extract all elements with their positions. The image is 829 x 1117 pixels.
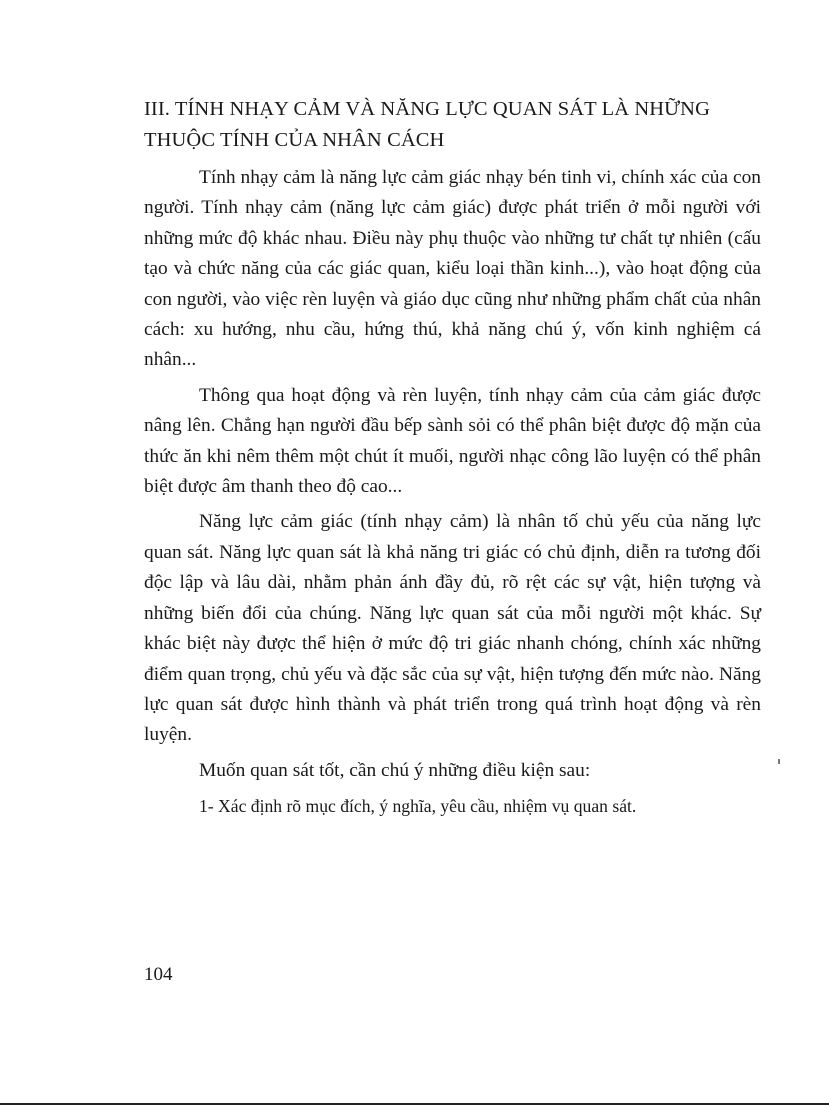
section-heading-line-2: THUỘC TÍNH CỦA NHÂN CÁCH — [144, 129, 445, 151]
body-text — [144, 163, 761, 826]
section-heading — [144, 94, 764, 156]
paragraph-4: Muốn quan sát tốt, cần chú ý những điều kiện sau: — [199, 759, 591, 781]
bottom-edge-line — [0, 1103, 829, 1105]
paragraph-2: Thông qua hoạt động và rèn luyện, tính nhạy cảm của cảm giác được nâng lên. Chẳng hạn người đầu bếp sành sỏi có thể phân biệt được độ mặn của thức ăn khi nêm thêm một chút ít muối, người nhạc công lão luyện có thể phân biệt được âm thanh theo độ cao... — [144, 384, 761, 498]
paragraph-1: Tính nhạy cảm là năng lực cảm giác nhạy bén tinh vi, chính xác của con người. Tính nhạy cảm (năng lực cảm giác) được phát triển ở mỗi người với những mức độ khác nhau. Điều này phụ thuộc vào những tư chất tự nhiên (cấu tạo và chức năng của các giác quan, kiểu loại thần kinh...), vào hoạt động của con người, vào việc rèn luyện và giáo dục cũng như những phẩm chất của nhân cách: xu hướng, nhu cầu, hứng thú, khả năng chú ý, vốn kinh nghiệm cá nhân... — [144, 167, 761, 371]
scan-speck — [778, 759, 780, 764]
paragraph-3: Năng lực cảm giác (tính nhạy cảm) là nhân tố chủ yếu của năng lực quan sát. Năng lực quan sát là khả năng tri giác có chủ định, diễn ra tương đối độc lập và lâu dài, nhằm phản ánh đầy đủ, rõ rệt các sự vật, hiện tượng và những biến đổi của chúng. Năng lực quan sát của mỗi người một khác. Sự khác biệt này được thể hiện ở mức độ tri giác nhanh chóng, chính xác những điểm quan trọng, chủ yếu và đặc sắc của sự vật, hiện tượng đến mức nào. Năng lực quan sát được hình thành và phát triển trong quá trình hoạt động và rèn luyện. — [144, 511, 761, 746]
section-heading-line-1: III. TÍNH NHẠY CẢM VÀ NĂNG LỰC QUAN SÁT LÀ NHỮNG — [144, 98, 710, 120]
page-number: 104 — [144, 964, 173, 985]
list-item-1: 1- Xác định rõ mục đích, ý nghĩa, yêu cầu, nhiệm vụ quan sát. — [199, 796, 637, 817]
